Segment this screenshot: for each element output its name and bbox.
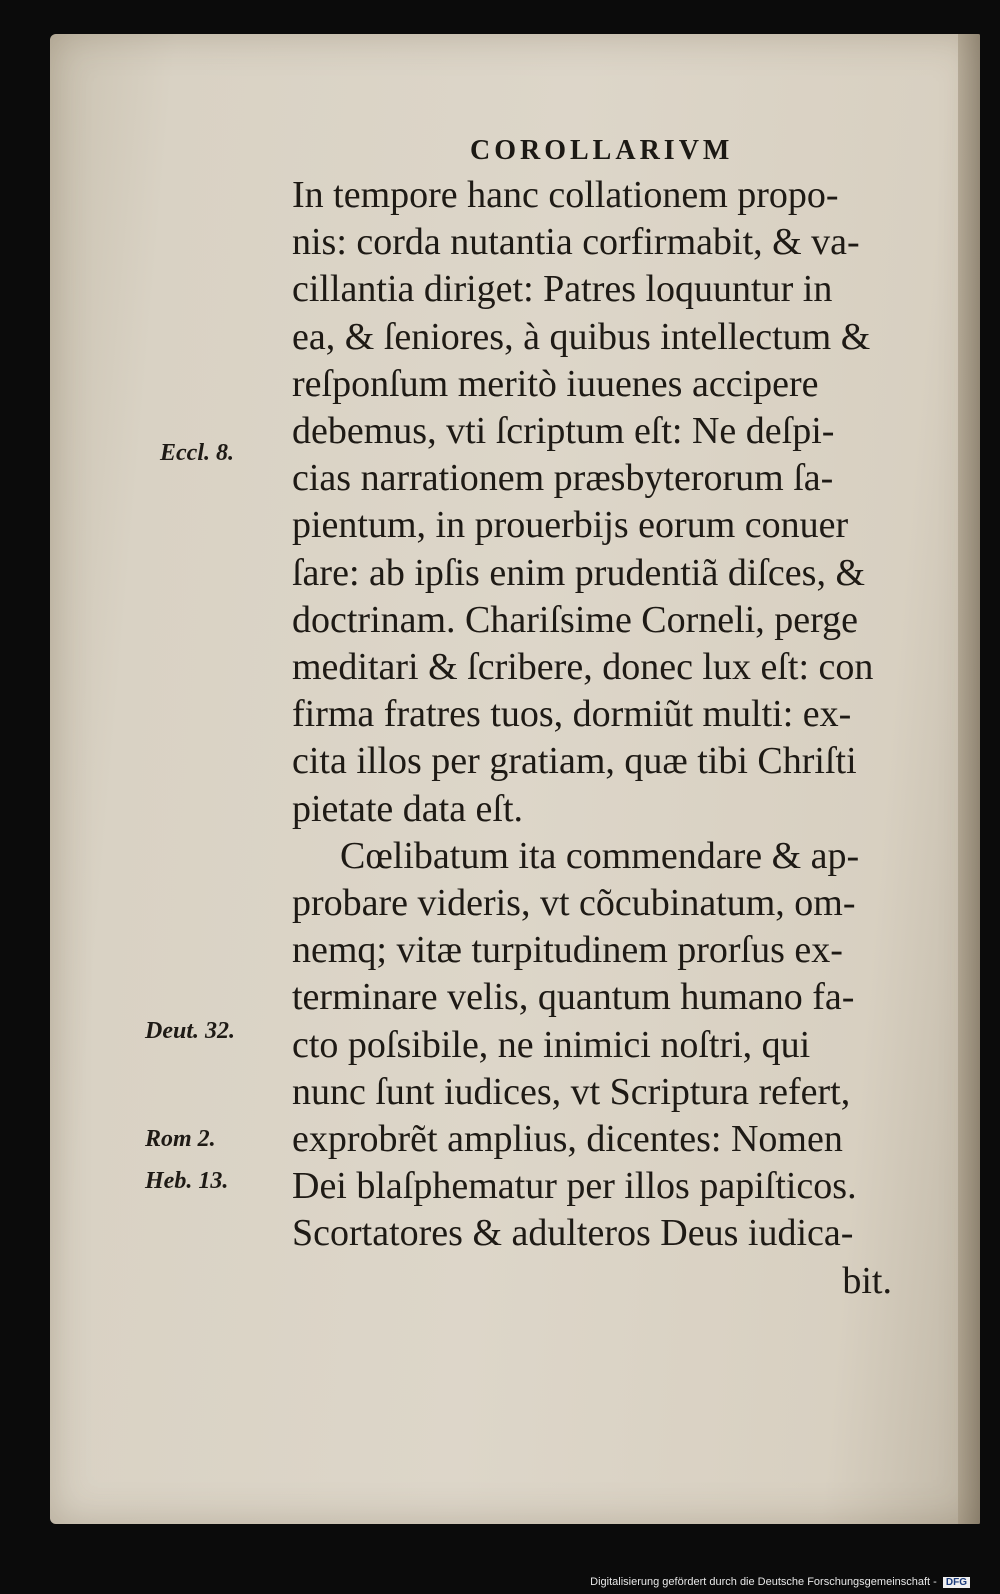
text-line: firma fratres tuos, dormiũt multi: ex- (292, 693, 852, 736)
text-line: cto poſsibile, ne inimici noſtri, qui (292, 1023, 811, 1066)
text-line: pietate data eſt. (292, 787, 524, 830)
margin-note-eccl: Eccl. 8. (160, 440, 234, 466)
text-line: cita illos per gratiam, quæ tibi Chriſti (292, 740, 857, 783)
body-text (292, 172, 912, 1305)
text-line: ſare: ab ipſis enim prudentiã diſces, & (292, 551, 866, 594)
text-line: ea, & ſeniores, à quibus intellectum & (292, 315, 871, 358)
text-line: nemq; vitæ turpitudinem prorſus ex- (292, 929, 843, 972)
margin-note-deut: Deut. 32. (145, 1018, 235, 1044)
text-line: cias narrationem præsbyterorum ſa- (292, 457, 834, 500)
margin-note-rom: Rom 2. (145, 1126, 216, 1152)
text-line: Dei blaſphematur per illos papiſticos. (292, 1165, 857, 1208)
text-line: reſponſum meritò iuuenes accipere (292, 362, 819, 405)
running-header: COROLLARIVM (470, 135, 734, 166)
text-line: terminare velis, quantum humano fa- (292, 976, 855, 1019)
text-line: debemus, vti ſcriptum eſt: Ne deſpi- (292, 410, 835, 453)
text-line: bit. (842, 1259, 892, 1302)
text-line: nis: corda nutantia corfirmabit, & va- (292, 221, 860, 264)
text-line: exprobrẽt amplius, dicentes: Nomen (292, 1118, 843, 1161)
text-line: nunc ſunt iudices, vt Scriptura refert, (292, 1070, 851, 1113)
credit-text: Digitalisierung gefördert durch die Deutsche Forschungsgemeinschaft - (590, 1576, 937, 1588)
text-line: pientum, in prouerbijs eorum conuer (292, 504, 849, 547)
dfg-logo-icon: DFG (943, 1577, 970, 1588)
text-line: doctrinam. Chariſsime Corneli, perge (292, 598, 858, 641)
text-line: In tempore hanc collationem propo- (292, 174, 839, 216)
page-spine-shadow (958, 34, 980, 1524)
text-line: Scortatores & adulteros Deus iudica- (292, 1212, 854, 1255)
digitization-credit (590, 1576, 970, 1588)
text-line: Cœlibatum ita commendare & ap- (340, 834, 860, 877)
text-line: probare videris, vt cõcubinatum, om- (292, 882, 856, 925)
margin-note-heb: Heb. 13. (145, 1168, 229, 1194)
text-line: cillantia diriget: Patres loquuntur in (292, 268, 833, 311)
text-line: meditari & ſcribere, donec lux eſt: con (292, 646, 874, 689)
